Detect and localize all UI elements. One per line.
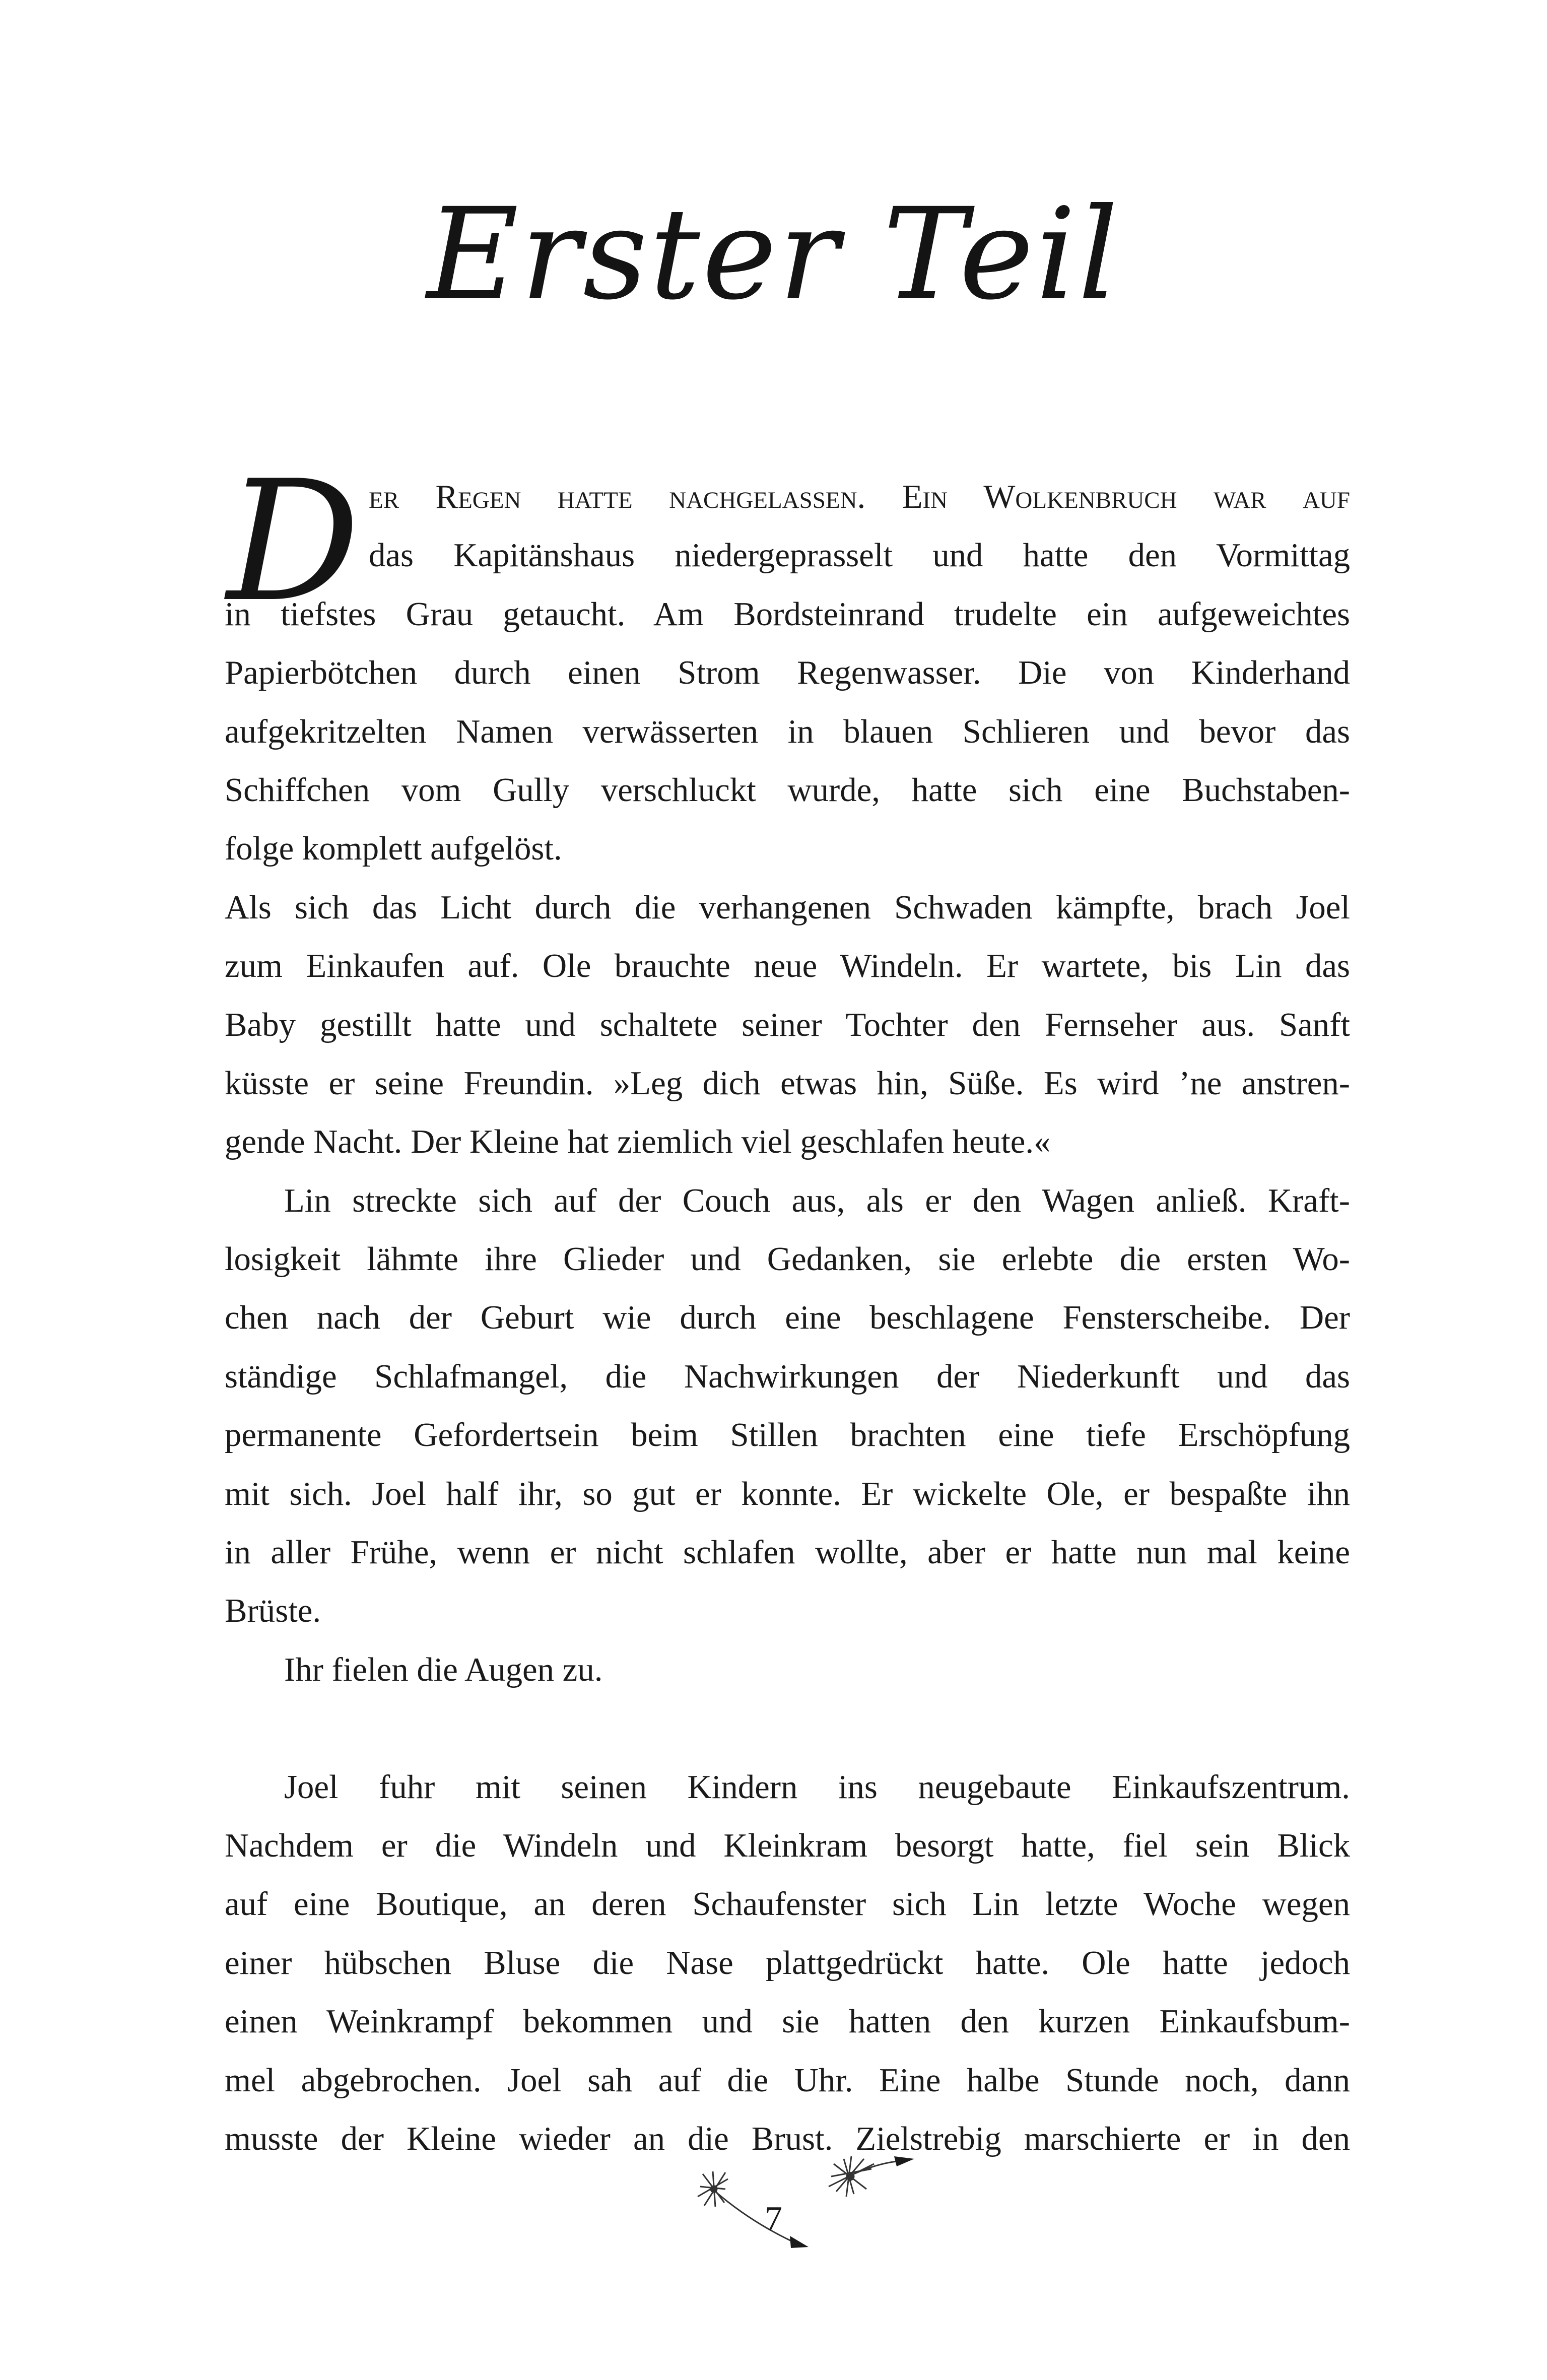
text-line: aufgekritzelten Namen verwässerten in blauen Schlieren und bevor das	[225, 712, 1350, 750]
text-line: Baby gestillt hatte und schaltete seiner Tochter den Fernseher aus. Sanft	[225, 1006, 1350, 1043]
chapter-title: Erster Teil	[427, 181, 1120, 327]
drop-cap: D	[227, 445, 360, 638]
text-line: ständige Schlafmangel, die Nachwirkungen der Niederkunft und das	[225, 1357, 1350, 1395]
text-line: er Regen hatte nachgelassen. Ein Wolkenbruch war auf	[369, 478, 1350, 515]
paragraph-break	[225, 1699, 1350, 1757]
text-line: musste der Kleine wieder an die Brust. Zielstrebig marschierte er in den	[225, 2120, 1350, 2157]
text-line: in aller Frühe, wenn er nicht schlafen wollte, aber er hatte nun mal keine	[225, 1534, 1350, 1571]
text-line: Brüste.	[225, 1592, 321, 1630]
text-line: Als sich das Licht durch die verhangenen Schwaden kämpfte, brach Joel	[225, 888, 1350, 926]
page-number: 7	[765, 2200, 782, 2238]
text-line: mel abgebrochen. Joel sah auf die Uhr. Eine halbe Stunde noch, dann	[225, 2061, 1350, 2099]
text-line: Lin streckte sich auf der Couch aus, als er den Wagen anließ. Kraft-	[284, 1181, 1350, 1219]
text-line: gende Nacht. Der Kleine hat ziemlich viel geschlafen heute.«	[225, 1123, 1051, 1161]
text-line: Schiffchen vom Gully verschluckt wurde, hatte sich eine Buchstaben-	[225, 771, 1350, 809]
text-line: in tiefstes Grau getaucht. Am Bordsteinrand trudelte ein aufgeweichtes	[225, 595, 1350, 633]
text-line: einer hübschen Bluse die Nase plattgedrückt hatte. Ole hatte jedoch	[225, 1944, 1350, 1981]
text-line: losigkeit lähmte ihre Glieder und Gedanken, sie erlebte die ersten Wo-	[225, 1240, 1350, 1278]
text-line: einen Weinkrampf bekommen und sie hatten den kurzen Einkaufsbum-	[225, 2003, 1350, 2040]
text-line: mit sich. Joel half ihr, so gut er konnte. Er wickelte Ole, er bespaßte ihn	[225, 1475, 1350, 1512]
text-line: chen nach der Geburt wie durch eine beschlagene Fensterscheibe. Der	[225, 1299, 1350, 1337]
text-line: küsste er seine Freundin. »Leg dich etwas hin, Süße. Es wird ’ne anstren-	[225, 1064, 1350, 1102]
text-line: das Kapitänshaus niedergeprasselt und hatte den Vormittag	[369, 537, 1350, 574]
body-text	[225, 468, 1350, 2168]
text-line: Ihr fielen die Augen zu.	[284, 1650, 603, 1688]
text-line: folge komplett aufgelöst.	[225, 830, 562, 868]
text-line: Nachdem er die Windeln und Kleinkram besorgt hatte, fiel sein Blick	[225, 1826, 1350, 1864]
text-line: zum Einkaufen auf. Ole brauchte neue Windeln. Er wartete, bis Lin das	[225, 947, 1350, 985]
text-line: Joel fuhr mit seinen Kindern ins neugebaute Einkaufszentrum.	[284, 1768, 1350, 1806]
text-line: permanente Gefordertsein beim Stillen brachten eine tiefe Erschöpfung	[225, 1416, 1350, 1454]
text-line: auf eine Boutique, an deren Schaufenster sich Lin letzte Woche wegen	[225, 1885, 1350, 1923]
text-line: Papierbötchen durch einen Strom Regenwasser. Die von Kinderhand	[225, 654, 1350, 692]
